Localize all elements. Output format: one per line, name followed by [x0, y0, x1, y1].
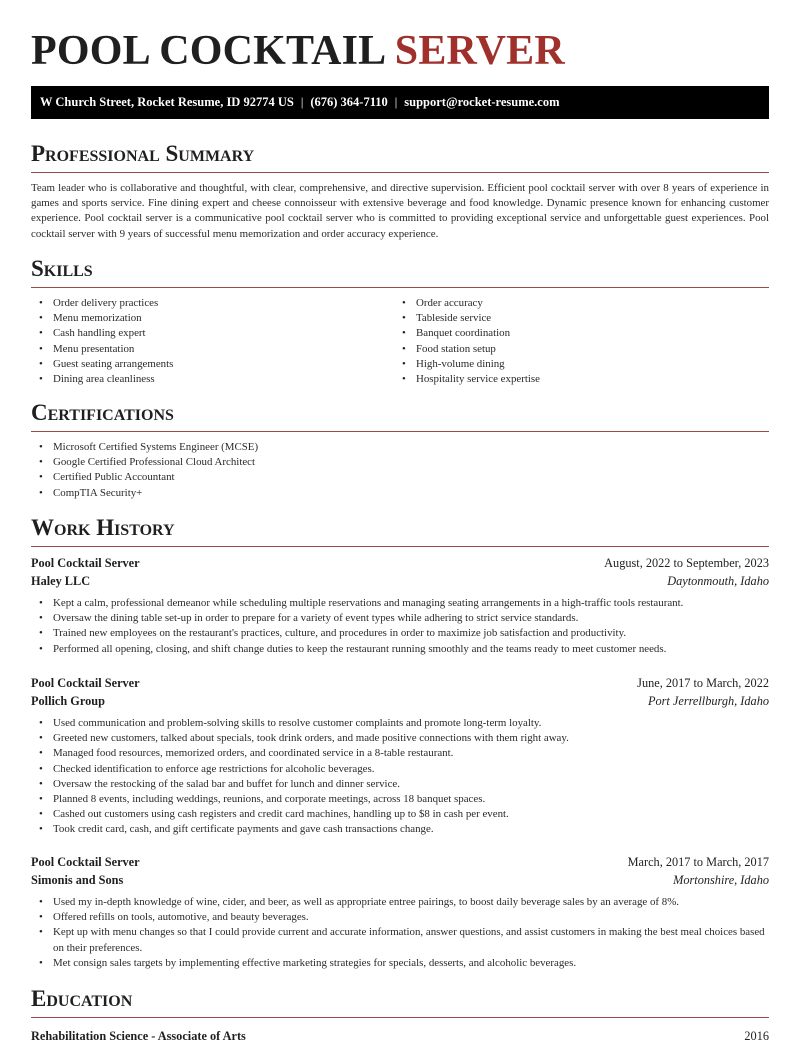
summary-heading: Professional Summary	[31, 140, 769, 173]
job-duties-list	[31, 716, 769, 838]
job-duty: • Kept up with menu changes so that I could provide current and accurate information, answer questions, and assist customers in making the best meal choices based on their preferences.	[31, 925, 769, 955]
job-header-row	[31, 853, 769, 871]
name-primary: POOL COCKTAIL	[31, 28, 385, 74]
job-duty: • Managed food resources, memorized orders, and coordinated service in a 8-table restaurant.	[31, 746, 769, 761]
certification-item: • CompTIA Security+	[31, 486, 769, 501]
skill-item: • Banquet coordination	[394, 326, 769, 341]
skills-heading: Skills	[31, 255, 769, 288]
job-company-row	[31, 871, 769, 889]
job-title: Pool Cocktail Server	[31, 556, 140, 570]
job-dates: August, 2022 to September, 2023	[604, 556, 769, 570]
certifications-heading: Certifications	[31, 399, 769, 432]
certifications-list	[31, 440, 769, 501]
job-entry	[31, 554, 769, 657]
education-degree: Rehabilitation Science - Associate of Arts	[31, 1029, 246, 1043]
job-location: Port Jerrellburgh, Idaho	[647, 694, 769, 708]
name-accent: SERVER	[394, 28, 565, 74]
contact-separator: |	[300, 95, 304, 109]
contact-address: W Church Street, Rocket Resume, ID 92774 US	[40, 95, 294, 109]
education-heading: Education	[31, 985, 769, 1018]
skill-item: • Menu memorization	[31, 311, 391, 326]
skill-item: • Food station setup	[394, 342, 769, 357]
job-duty: • Cashed out customers using cash registers and credit card machines, handling up to $8 in cash per event.	[31, 807, 769, 822]
skill-item: • High-volume dining	[394, 357, 769, 372]
work-history-heading: Work History	[31, 514, 769, 547]
skill-item: • Order delivery practices	[31, 296, 391, 311]
job-title: Pool Cocktail Server	[31, 676, 140, 690]
job-duties-list	[31, 596, 769, 657]
job-dates: March, 2017 to March, 2017	[627, 855, 769, 869]
job-duty: • Offered refills on tools, automotive, and beauty beverages.	[31, 910, 769, 925]
contact-email: support@rocket-resume.com	[404, 95, 560, 109]
certification-item: • Google Certified Professional Cloud Architect	[31, 455, 769, 470]
job-duty: • Met consign sales targets by implementing effective marketing strategies for specials, desserts, and alcoholic beverages.	[31, 956, 769, 971]
job-duty: • Kept a calm, professional demeanor while scheduling multiple reservations and managing seating arrangements in a high-traffic tools restaurant.	[31, 596, 769, 611]
job-duty: • Oversaw the dining table set-up in order to prepare for a variety of event types while adhering to strict service standards.	[31, 611, 769, 626]
resume-name	[31, 26, 565, 76]
certification-item: • Microsoft Certified Systems Engineer (MCSE)	[31, 440, 769, 455]
job-company-row	[31, 692, 769, 710]
job-duty: • Oversaw the restocking of the salad bar and buffet for lunch and dinner service.	[31, 777, 769, 792]
job-duty: • Greeted new customers, talked about specials, took drink orders, and made positive connections with them right away.	[31, 731, 769, 746]
job-header-row	[31, 674, 769, 692]
job-duty: • Checked identification to enforce age restrictions for alcoholic beverages.	[31, 762, 769, 777]
education-year: 2016	[744, 1029, 769, 1043]
skills-list-left	[31, 296, 391, 387]
education-entry	[31, 1027, 769, 1045]
skill-item: • Order accuracy	[394, 296, 769, 311]
contact-separator: |	[394, 95, 398, 109]
skill-item: • Guest seating arrangements	[31, 357, 391, 372]
job-company-row	[31, 572, 769, 590]
contact-bar	[31, 86, 769, 119]
skill-item: • Cash handling expert	[31, 326, 391, 341]
contact-phone: (676) 364-7110	[310, 95, 388, 109]
job-duty: • Used my in-depth knowledge of wine, cider, and beer, as well as appropriate entree pairings, to boost daily beverage sales by an average of 8%.	[31, 895, 769, 910]
job-location: Mortonshire, Idaho	[673, 873, 769, 887]
job-title: Pool Cocktail Server	[31, 855, 140, 869]
certification-item: • Certified Public Accountant	[31, 470, 769, 485]
job-company: Haley LLC	[31, 574, 91, 588]
job-duty: • Planned 8 events, including weddings, reunions, and corporate meetings, across 18 banquet spaces.	[31, 792, 769, 807]
skill-item: • Hospitality service expertise	[394, 372, 769, 387]
skill-item: • Dining area cleanliness	[31, 372, 391, 387]
job-duties-list	[31, 895, 769, 971]
job-duty: • Took credit card, cash, and gift certificate payments and gave cash transactions change.	[31, 822, 769, 837]
job-company: Pollich Group	[31, 694, 105, 708]
job-company: Simonis and Sons	[31, 873, 124, 887]
job-duty: • Used communication and problem-solving skills to resolve customer complaints and promote long-term loyalty.	[31, 716, 769, 731]
job-dates: June, 2017 to March, 2022	[637, 676, 769, 690]
education-row	[31, 1027, 769, 1045]
job-location: Daytonmouth, Idaho	[667, 574, 769, 588]
job-duty: • Trained new employees on the restaurant's practices, culture, and procedures in order to maximize job satisfaction and productivity.	[31, 626, 769, 641]
job-duty: • Performed all opening, closing, and shift change duties to keep the restaurant running smoothly and the teams ready to meet customer needs.	[31, 642, 769, 657]
skill-item: • Menu presentation	[31, 342, 391, 357]
job-entry	[31, 853, 769, 971]
job-header-row	[31, 554, 769, 572]
skills-list-right	[394, 296, 769, 387]
summary-text: Team leader who is collaborative and thoughtful, with clear, comprehensive, and directive supervision. Efficient pool cocktail server with over 8 years of experience in games and sports service. Fine dining expert and cheese connoisseur with extensive beverage and food knowledge. Dynamic presence known for enhancing customer experience. Pool cocktail server is a communicative pool cocktail server who is committed to providing exceptional service and unforgettable guest experiences. Pool cocktail server with 9 years of successful menu memorization and order accuracy experience.	[31, 182, 769, 240]
skill-item: • Tableside service	[394, 311, 769, 326]
job-entry	[31, 674, 769, 838]
